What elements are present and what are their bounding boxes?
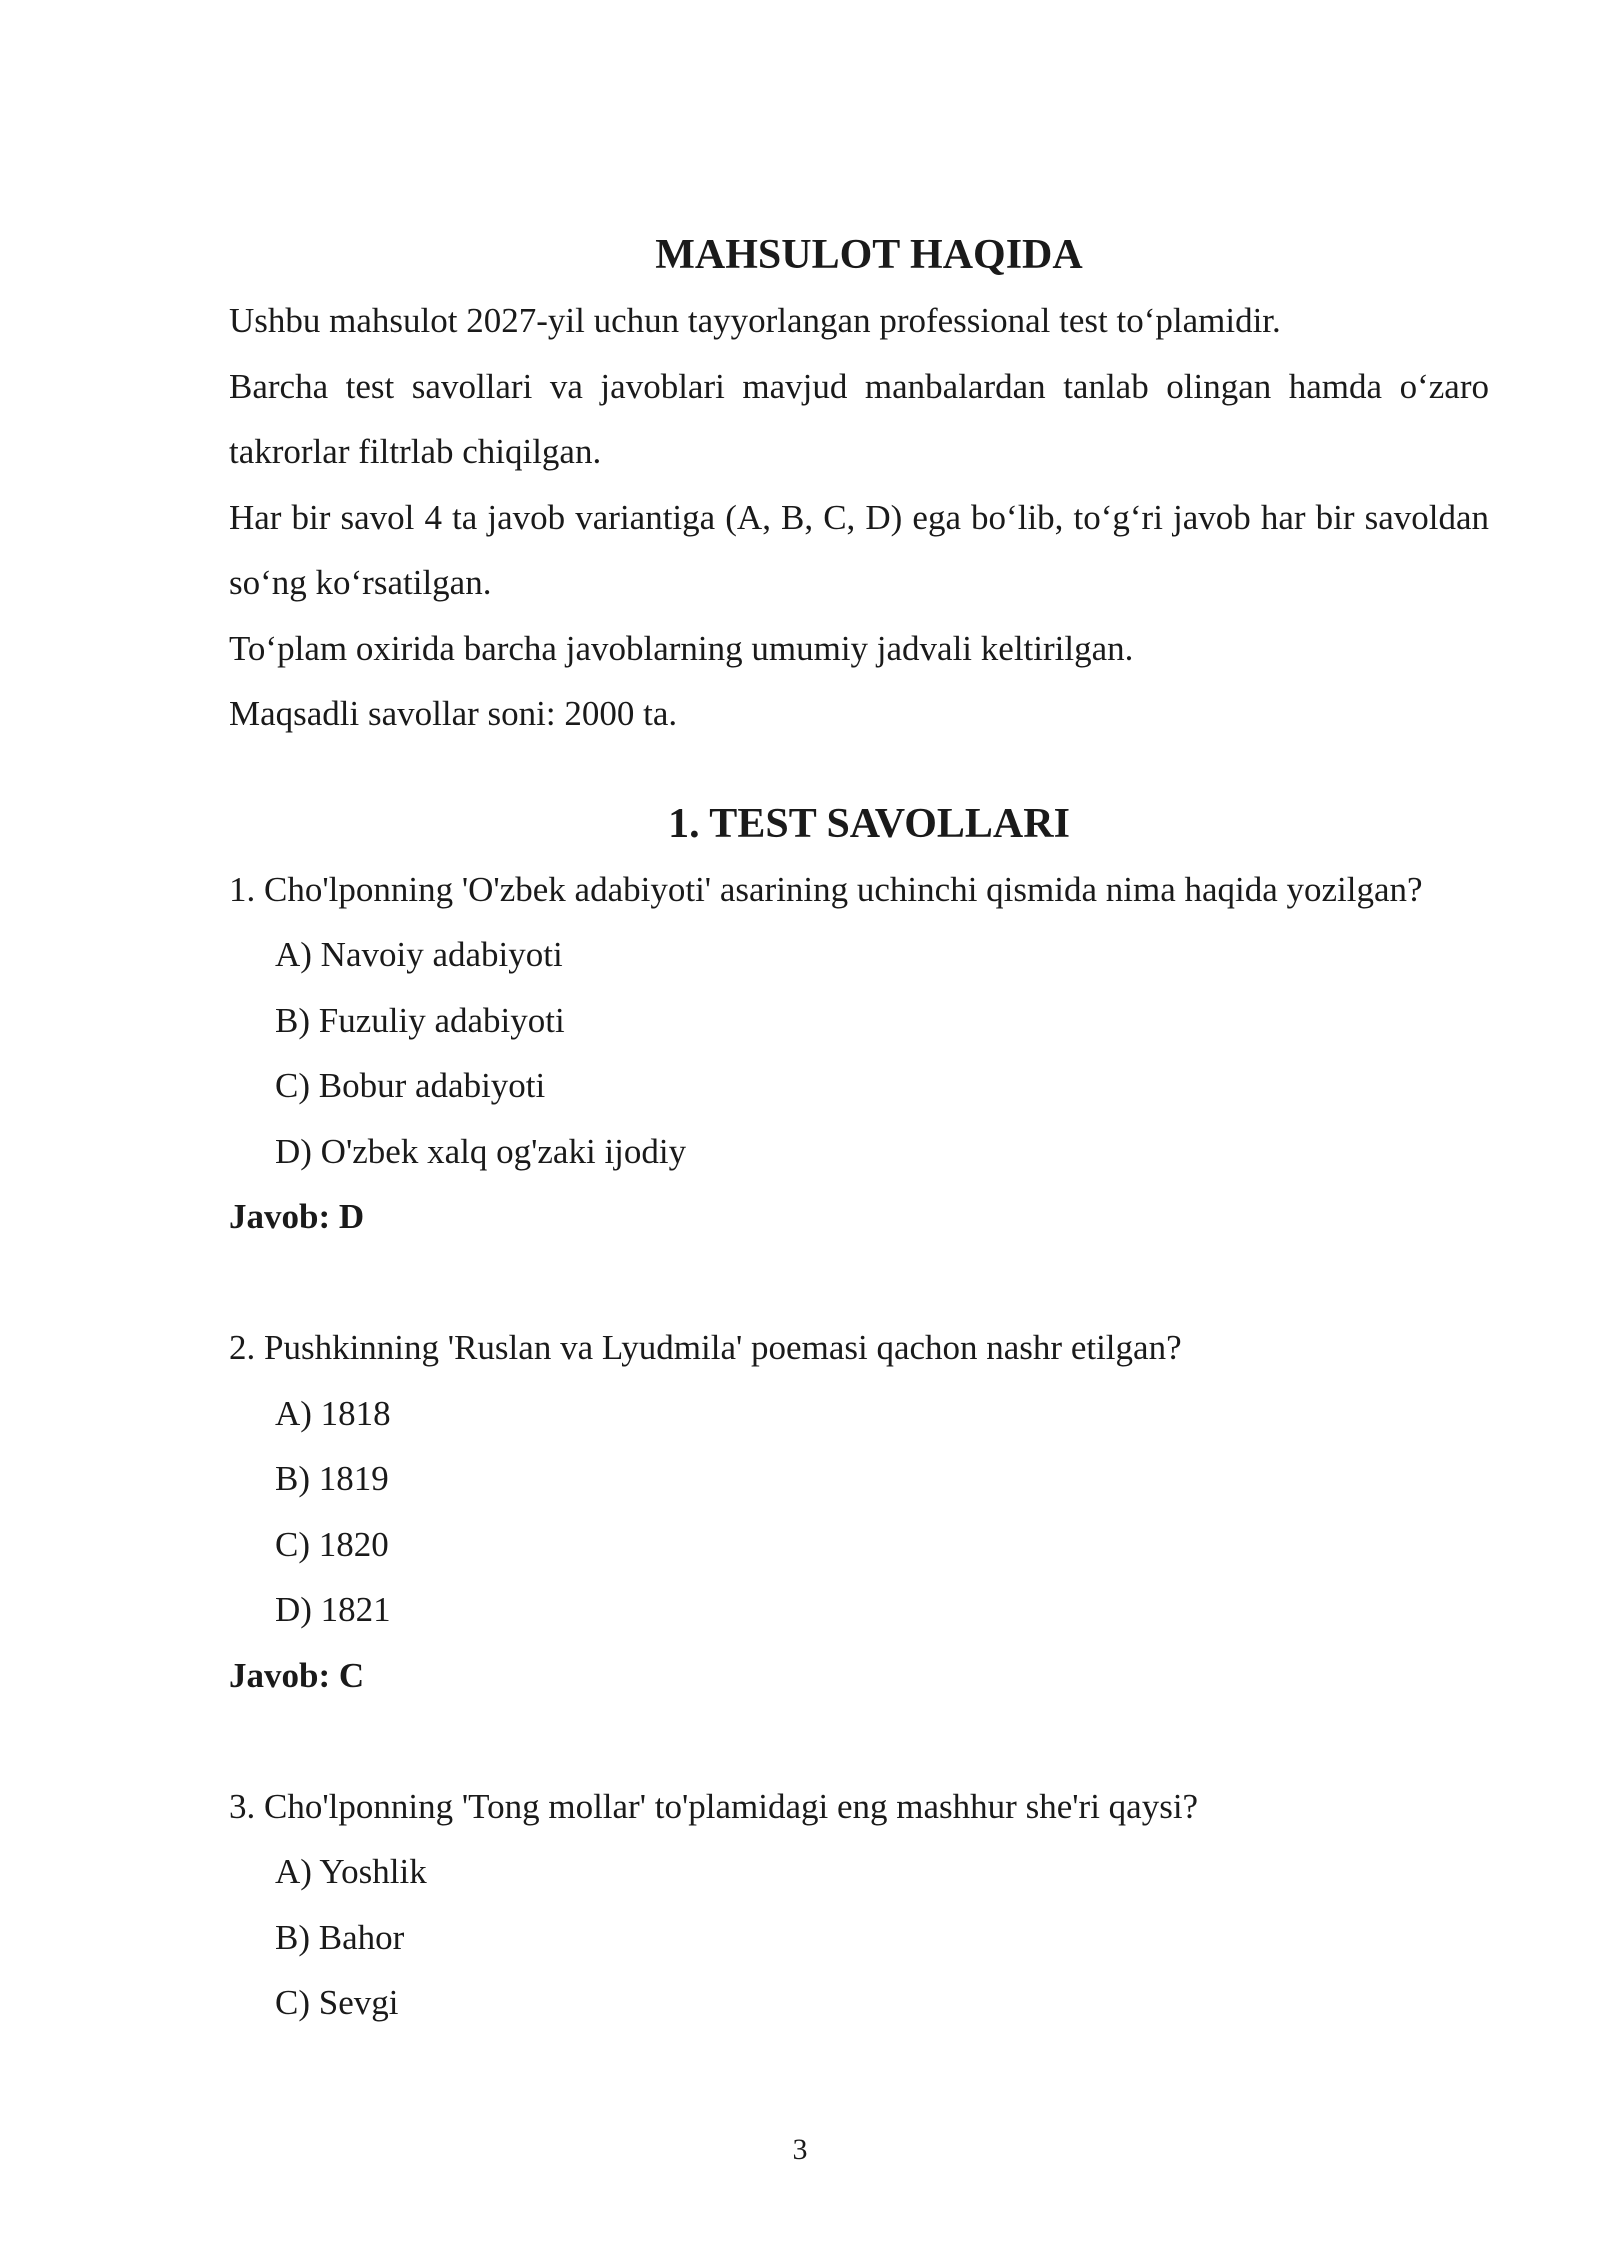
answer-option-b: B) Bahor [275,1917,405,1957]
answer-option-a: A) Navoiy adabiyoti [275,935,563,974]
answer-option-c: C) 1820 [275,1524,389,1564]
question-text: 1. Cho'lponning 'O'zbek adabiyoti' asarining uchinchi qismida nima haqida yozilgan? [229,869,1423,909]
about-paragraph: Barcha test savollari va javoblari mavjud manbalardan tanlab olingan hamda o‘zaro takrorlar filtrlab chiqilgan. [229,366,1489,471]
question-text: 2. Pushkinning 'Ruslan va Lyudmila' poemasi qachon nashr etilgan? [229,1328,1182,1367]
question-3 [229,1774,1489,2036]
answer-option-c: C) Sevgi [275,1983,399,2022]
about-paragraph: Har bir savol 4 ta javob variantiga (A, B, C, D) ega bo‘lib, to‘g‘ri javob har bir savoldan so‘ng ko‘rsatilgan. [229,497,1489,602]
about-heading: MAHSULOT HAQIDA [655,232,1083,278]
question-spacer [229,1250,1489,1316]
question-spacer [229,1708,1489,1774]
document-page [229,222,1489,2036]
page-number: 3 [792,2133,808,2166]
about-paragraph: Maqsadli savollar soni: 2000 ta. [229,694,678,733]
answer-option-d: D) 1821 [275,1590,391,1629]
about-paragraph: Ushbu mahsulot 2027-yil uchun tayyorlangan professional test to‘plamidir. [229,301,1281,340]
tests-heading: 1. TEST SAVOLLARI [668,800,1070,847]
answer-option-a: A) 1818 [275,1393,391,1433]
question-1 [229,857,1489,1250]
question-2 [229,1315,1489,1708]
correct-answer: Javob: D [229,1197,365,1236]
about-paragraph: To‘plam oxirida barcha javoblarning umumiy jadvali keltirilgan. [229,628,1134,668]
answer-option-d: D) O'zbek xalq og'zaki ijodiy [275,1131,687,1171]
correct-answer: Javob: C [229,1655,365,1695]
answer-option-c: C) Bobur adabiyoti [275,1066,546,1105]
question-text: 3. Cho'lponning 'Tong mollar' to'plamidagi eng mashhur she'ri qaysi? [229,1786,1199,1826]
answer-option-b: B) 1819 [275,1459,389,1498]
answer-option-a: A) Yoshlik [275,1852,427,1891]
answer-option-b: B) Fuzuliy adabiyoti [275,1000,565,1040]
